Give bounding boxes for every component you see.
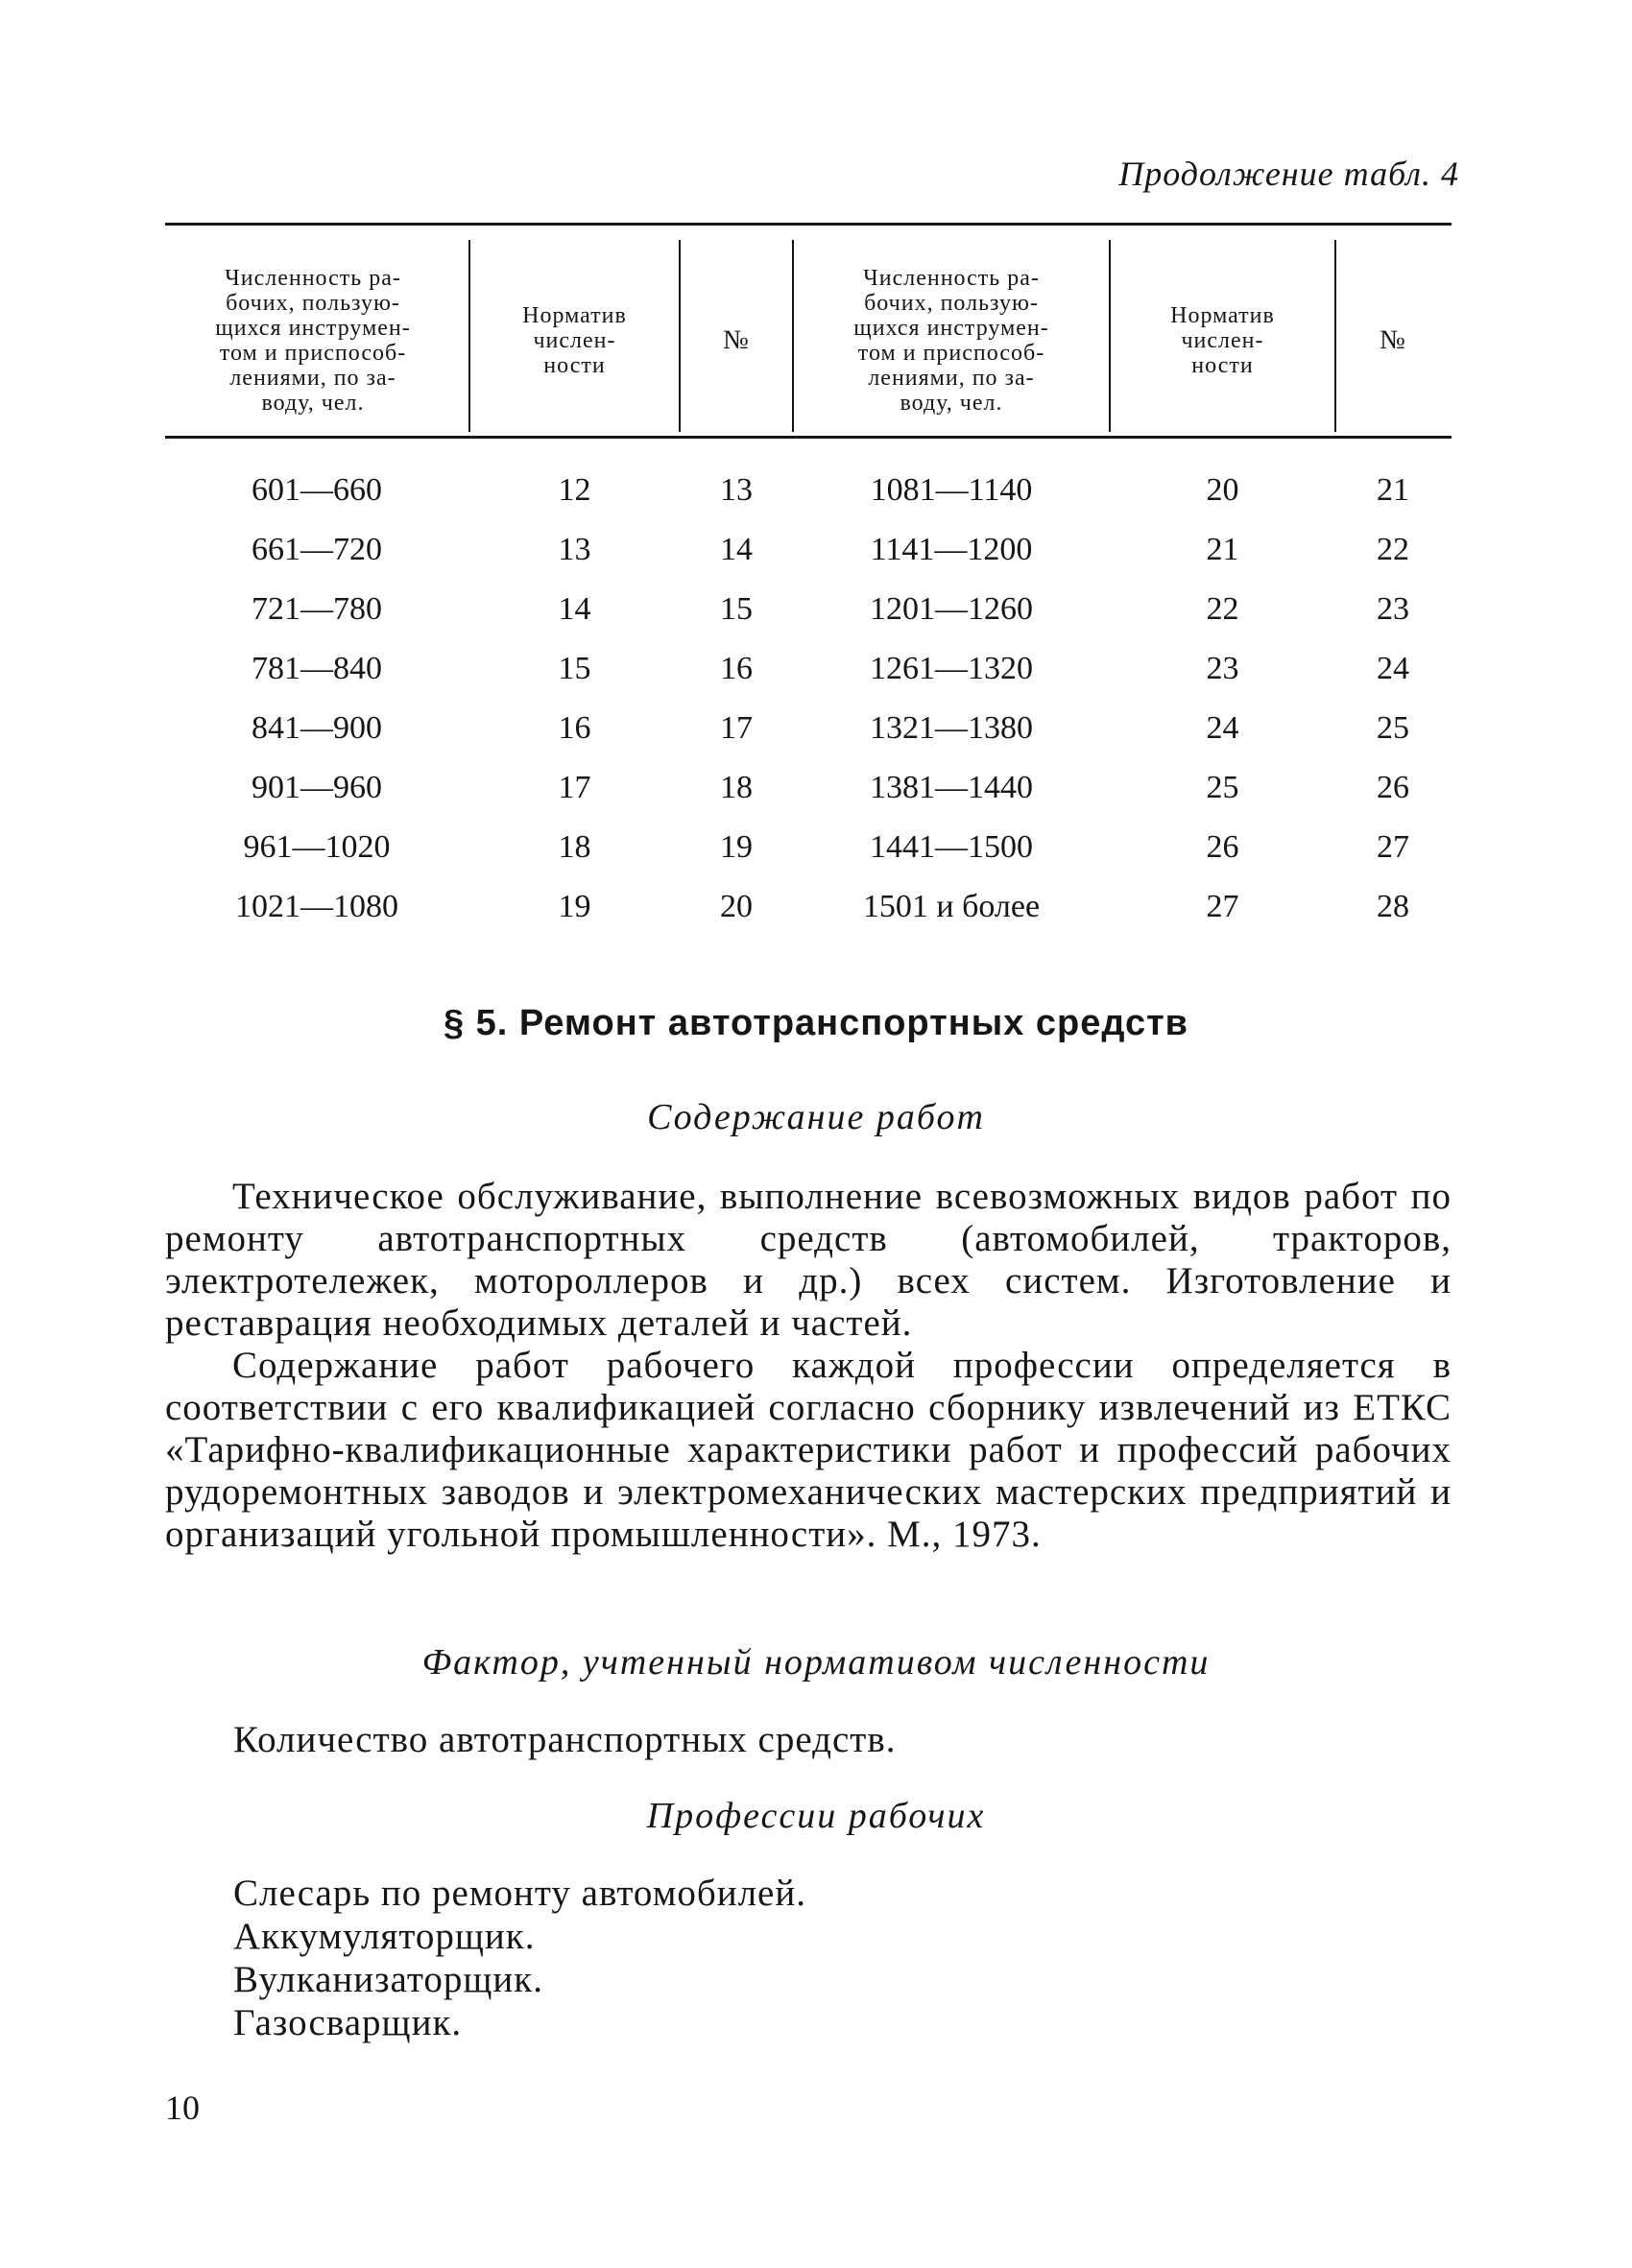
cell-norm: 24 xyxy=(1206,710,1239,746)
header-number: № xyxy=(1380,325,1406,355)
header-norm: Норматив числен- ности xyxy=(522,303,627,378)
cell-worker-range: 841—900 xyxy=(252,710,382,746)
column-divider xyxy=(792,240,794,432)
cell-number: 13 xyxy=(720,472,753,508)
cell-worker-range: 1381—1440 xyxy=(870,770,1033,805)
content-heading: Содержание работ xyxy=(647,1097,985,1137)
cell-worker-range: 661—720 xyxy=(252,532,382,567)
continuation-label: Продолжение табл. 4 xyxy=(1118,155,1459,193)
header-worker-count: Численность ра- бочих, пользую- щихся инструмен- том и приспособ- лениями, по за- воду, чел. xyxy=(215,266,411,416)
table-row xyxy=(165,580,1452,639)
section-title: § 5. Ремонт автотранспортных средств xyxy=(443,1003,1189,1043)
cell-number: 16 xyxy=(720,651,753,686)
cell-worker-range: 1141—1200 xyxy=(870,532,1033,567)
cell-norm: 21 xyxy=(1206,532,1239,567)
table-row xyxy=(165,818,1452,877)
cell-norm: 17 xyxy=(558,770,591,805)
cell-norm: 15 xyxy=(558,651,591,686)
cell-number: 14 xyxy=(720,532,753,567)
cell-norm: 18 xyxy=(558,829,591,865)
header-number: № xyxy=(723,325,750,355)
header-worker-count: Численность ра- бочих, пользую- щихся инструмен- том и приспособ- лениями, по за- воду, чел. xyxy=(853,266,1049,416)
cell-worker-range: 901—960 xyxy=(252,770,382,805)
table-header-rule xyxy=(165,436,1452,439)
cell-number: 22 xyxy=(1377,532,1409,567)
cell-norm: 20 xyxy=(1206,472,1239,508)
cell-worker-range: 781—840 xyxy=(252,651,382,686)
cell-worker-range: 601—660 xyxy=(252,472,382,508)
cell-norm: 16 xyxy=(558,710,591,746)
cell-worker-range: 1021—1080 xyxy=(235,889,398,924)
professions-heading: Профессии рабочих xyxy=(646,1796,986,1836)
table-row xyxy=(165,758,1452,818)
cell-norm: 13 xyxy=(558,532,591,567)
profession-item: Газосварщик. xyxy=(233,2002,463,2043)
cell-norm: 12 xyxy=(558,472,591,508)
cell-worker-range: 1321—1380 xyxy=(870,710,1033,746)
factor-text: Количество автотранспортных средств. xyxy=(233,1719,897,1760)
cell-worker-range: 1261—1320 xyxy=(870,651,1033,686)
cell-worker-range: 1081—1140 xyxy=(870,472,1033,508)
factor-heading: Фактор, учтенный нормативом численности xyxy=(421,1642,1211,1683)
cell-norm: 14 xyxy=(558,591,591,627)
table-row xyxy=(165,461,1452,520)
cell-worker-range: 961—1020 xyxy=(243,829,391,865)
cell-worker-range: 1441—1500 xyxy=(870,829,1033,865)
cell-norm: 25 xyxy=(1206,770,1239,805)
cell-number: 25 xyxy=(1377,710,1409,746)
cell-number: 20 xyxy=(720,889,753,924)
table-row xyxy=(165,699,1452,758)
cell-worker-range: 1501 и более xyxy=(862,889,1041,924)
cell-number: 18 xyxy=(720,770,753,805)
profession-item: Аккумуляторщик. xyxy=(233,1916,536,1957)
cell-worker-range: 1201—1260 xyxy=(870,591,1033,627)
cell-number: 27 xyxy=(1377,829,1409,865)
cell-number: 28 xyxy=(1377,889,1409,924)
cell-norm: 19 xyxy=(558,889,591,924)
cell-number: 19 xyxy=(720,829,753,865)
cell-number: 26 xyxy=(1377,770,1409,805)
cell-number: 23 xyxy=(1377,591,1409,627)
paragraph-qualification: Содержание работ рабочего каждой профессии определяется в соответствии с его квалификацией согласно сборнику извлечений из ЕТКС «Тарифно-квалификационные характеристики работ и профессий рабочих рудоремонтных заводов и электромеханических мастерских предприятий и организаций угольной промышленности». М., 1973. xyxy=(165,1345,1452,1555)
table-row xyxy=(165,520,1452,580)
cell-worker-range: 721—780 xyxy=(252,591,382,627)
cell-number: 15 xyxy=(720,591,753,627)
profession-item: Вулканизаторщик. xyxy=(233,1959,543,2000)
cell-number: 21 xyxy=(1377,472,1409,508)
table-row xyxy=(165,639,1452,699)
table-top-rule xyxy=(165,223,1452,226)
paragraph-maintenance: Техническое обслуживание, выполнение всевозможных видов работ по ремонту автотранспортных средств (автомобилей, тракторов, электротележек, мотороллеров и др.) всех систем. Изготовление и реставрация необходимых деталей и частей. xyxy=(165,1176,1452,1344)
cell-number: 24 xyxy=(1377,651,1409,686)
table-row xyxy=(165,877,1452,937)
cell-norm: 23 xyxy=(1206,651,1239,686)
cell-norm: 26 xyxy=(1206,829,1239,865)
cell-number: 17 xyxy=(720,710,753,746)
cell-norm: 27 xyxy=(1206,889,1239,924)
page-number: 10 xyxy=(165,2089,200,2127)
cell-norm: 22 xyxy=(1206,591,1239,627)
header-norm: Норматив числен- ности xyxy=(1170,303,1275,378)
profession-item: Слесарь по ремонту автомобилей. xyxy=(233,1873,806,1914)
